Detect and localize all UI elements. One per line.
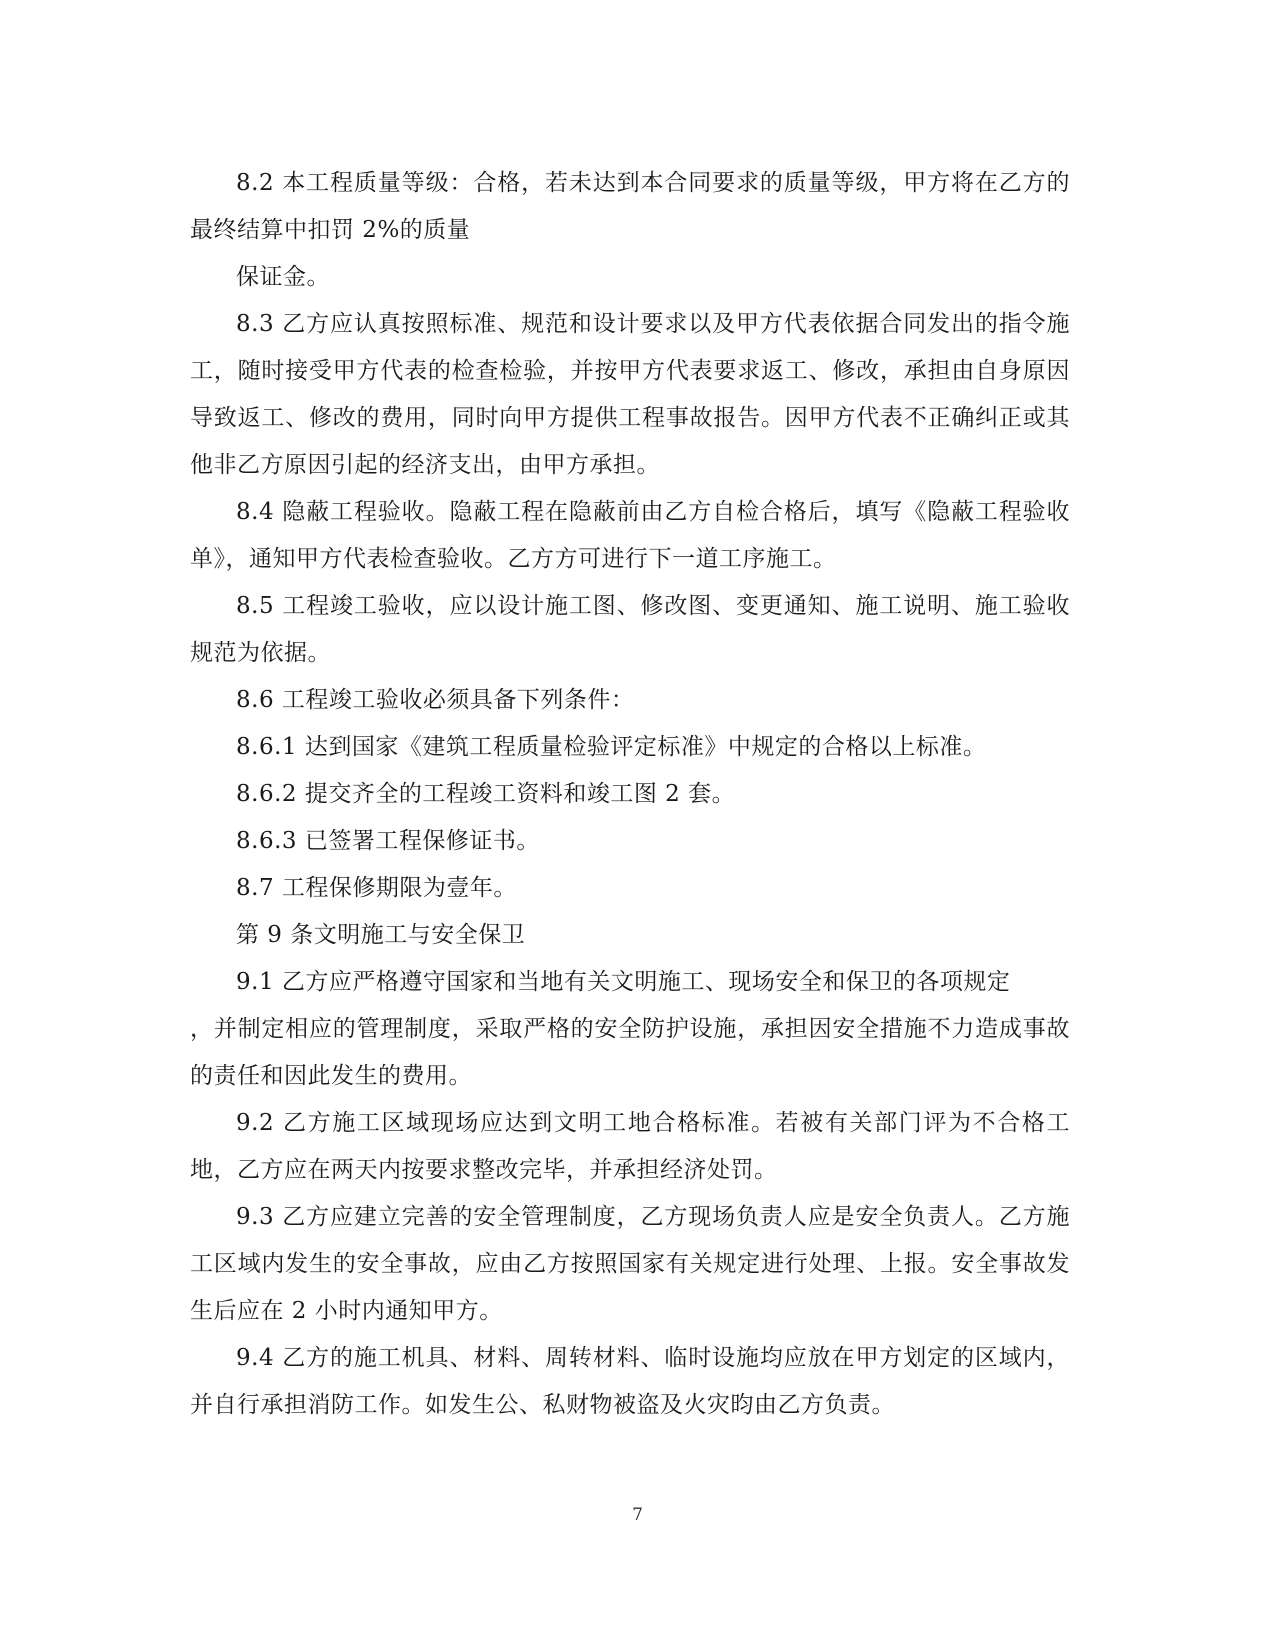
- paragraph-9-2: 9.2 乙方施工区域现场应达到文明工地合格标准。若被有关部门评为不合格工地，乙方应在两天内按要求整改完毕，并承担经济处罚。: [190, 1110, 1070, 1183]
- paragraph-8-6-3: 8.6.3 已签署工程保修证书。: [236, 828, 540, 854]
- paragraph-8-7: 8.7 工程保修期限为壹年。: [236, 875, 517, 901]
- page-number: 7: [632, 1505, 643, 1525]
- paragraph-8-3: 8.3 乙方应认真按照标准、规范和设计要求以及甲方代表依据合同发出的指令施工，随时接受甲方代表的检查检验，并按甲方代表要求返工、修改，承担由自身原因导致返工、修改的费用，同时向甲方提供工程事故报告。因甲方代表不正确纠正或其他非乙方原因引起的经济支出，由甲方承担。: [190, 311, 1070, 478]
- paragraph-9-1-continued: ，并制定相应的管理制度，采取严格的安全防护设施，承担因安全措施不力造成事故的责任和因此发生的费用。: [190, 1016, 1070, 1089]
- paragraph-8-6-2: 8.6.2 提交齐全的工程竣工资料和竣工图 2 套。: [236, 781, 736, 807]
- paragraph-8-2-continued: 保证金。: [236, 264, 330, 290]
- paragraph-8-6-1: 8.6.1 达到国家《建筑工程质量检验评定标准》中规定的合格以上标准。: [236, 734, 987, 760]
- paragraph-8-6: 8.6 工程竣工验收必须具备下列条件：: [236, 687, 635, 713]
- paragraph-9-1: 9.1 乙方应严格遵守国家和当地有关文明施工、现场安全和保卫的各项规定: [236, 969, 1011, 995]
- paragraph-9-3: 9.3 乙方应建立完善的安全管理制度，乙方现场负责人应是安全负责人。乙方施工区域内发生的安全事故，应由乙方按照国家有关规定进行处理、上报。安全事故发生后应在 2 小时内通知甲方。: [190, 1204, 1070, 1324]
- paragraph-9-4: 9.4 乙方的施工机具、材料、周转材料、临时设施均应放在甲方划定的区域内，并自行承担消防工作。如发生公、私财物被盗及火灾昀由乙方负责。: [190, 1345, 1070, 1418]
- section-heading-9: 第 9 条文明施工与安全保卫: [236, 922, 526, 948]
- paragraph-8-2: 8.2 本工程质量等级：合格，若未达到本合同要求的质量等级，甲方将在乙方的最终结算中扣罚 2%的质量: [190, 170, 1070, 243]
- paragraph-8-4: 8.4 隐蔽工程验收。隐蔽工程在隐蔽前由乙方自检合格后，填写《隐蔽工程验收单》，通知甲方代表检查验收。乙方方可进行下一道工序施工。: [190, 499, 1070, 572]
- paragraph-8-5: 8.5 工程竣工验收，应以设计施工图、修改图、变更通知、施工说明、施工验收规范为依据。: [190, 593, 1070, 666]
- document-body: [190, 160, 1070, 1429]
